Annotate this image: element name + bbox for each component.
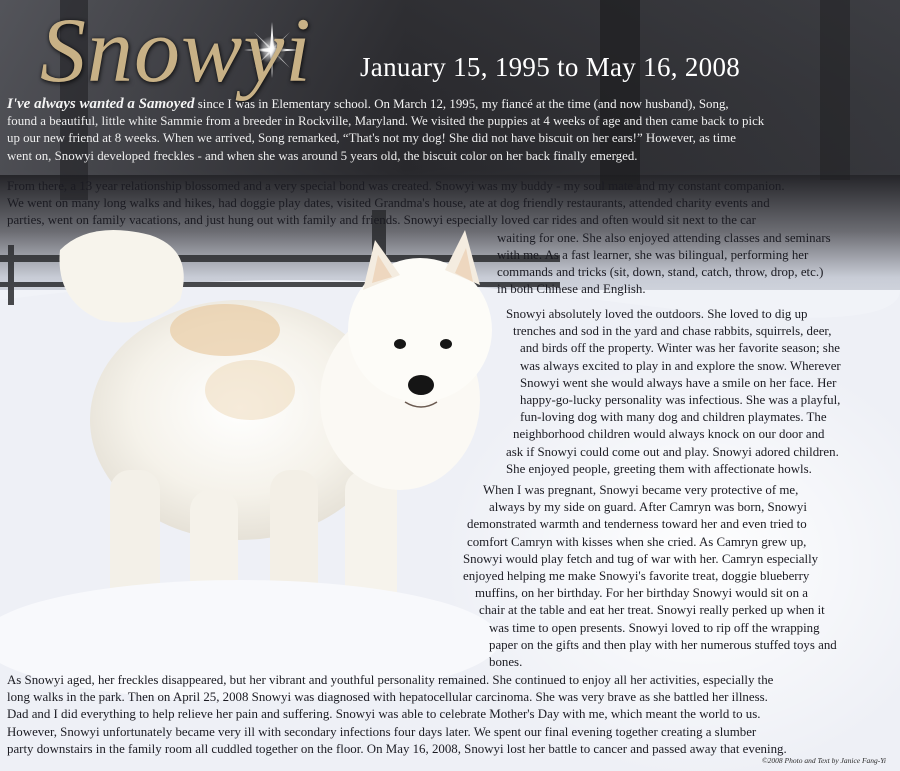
text-line: muffins, on her birthday. For her birthday Snowyi would sit on a <box>475 586 808 601</box>
life-dates: January 15, 1995 to May 16, 2008 <box>360 52 741 82</box>
text-line: trenches and sod in the yard and chase rabbits, squirrels, deer, <box>513 324 832 339</box>
text-line: Snowyi went she would always have a smile on her face. Her <box>520 375 837 390</box>
text-line: Snowyi would play fetch and tug of war with her. Camryn especially <box>463 551 819 566</box>
text-line: fun-loving dog with many dog and children playmates. The <box>520 410 827 425</box>
text-line: waiting for one. She also enjoyed attending classes and seminars <box>497 230 831 245</box>
lead-phrase: I've always wanted a Samoyed <box>7 96 195 112</box>
text-line: went on, Snowyi developed freckles - and when she was around 5 years old, the biscuit color on her back finally emerged. <box>7 148 638 163</box>
text-line: Dad and I did everything to help relieve her pain and suffering. Snowyi was able to celebrate Mother's Day with me, which meant the world to us. <box>7 707 761 722</box>
text-line: was time to open presents. Snowyi loved to rip off the wrapping <box>489 620 820 635</box>
text-line: and birds off the property. Winter was her favorite season; she <box>520 341 840 356</box>
photo-credit: ©2008 Photo and Text by Janice Fang-Yi <box>761 756 886 765</box>
text-line: in both Chinese and English. <box>497 282 646 297</box>
text-line: However, Snowyi unfortunately became very ill with secondary infections four days later. We spent our final evening together creating a slumber <box>7 724 757 739</box>
page-title: Snowyi <box>40 0 312 101</box>
text-line: happy-go-lucky personality was infectious. She was a playful, <box>520 393 841 408</box>
text-line: As Snowyi aged, her freckles disappeared, but her vibrant and youthful personality remained. She continued to enjoy all her activities, especially the <box>7 673 774 687</box>
paragraph-intro <box>7 96 897 165</box>
text-line: with me. As a fast learner, she was bilingual, performing her <box>497 247 809 262</box>
text-line: chair at the table and eat her treat. Snowyi really perked up when it <box>479 603 825 618</box>
paragraph-camryn <box>463 482 853 671</box>
text-line: always by my side on guard. After Camryn was born, Snowyi <box>489 500 807 515</box>
text-line: party downstairs in the family room all cuddled together on the floor. On May 16, 2008, Snowyi lost her battle to cancer and passed away that evening. <box>7 741 787 756</box>
text-line: demonstrated warmth and tenderness toward her and even tried to <box>467 517 807 532</box>
text-line: up our new friend at 8 weeks. When we arrived, Song remarked, “That's not my dog! She did not have biscuit on her ears!” However, as time <box>7 131 736 146</box>
text-line: enjoyed helping me make Snowyi's favorite treat, doggie blueberry <box>463 569 810 584</box>
text-line: comfort Camryn with kisses when she cried. As Camryn grew up, <box>467 534 807 549</box>
text-line: ask if Snowyi could come out and play. Snowyi adored children. <box>506 444 839 459</box>
text-line: paper on the gifts and then play with her numerous stuffed toys and <box>489 637 837 652</box>
text-line: I've always wanted a Samoyed since I was in Elementary school. On March 12, 1995, my fiancé at the time (and now husband), Song, <box>7 96 729 112</box>
text-line: parties, went on family vacations, and just hung out with family and friends. Snowyi especially loved car rides and often would sit next to the car <box>7 213 756 228</box>
text-line: Snowyi absolutely loved the outdoors. She loved to dig up <box>506 307 808 321</box>
text-line: was always excited to play in and explore the snow. Wherever <box>520 358 841 373</box>
text-line: When I was pregnant, Snowyi became very protective of me, <box>483 483 799 497</box>
text-line: commands and tricks (sit, down, stand, catch, throw, drop, etc.) <box>497 265 824 280</box>
paragraph-illness <box>7 672 897 758</box>
text-line: From there, a 13 year relationship blossomed and a very special bond was created. Snowyi was my buddy - my soul mate and my constant companion. <box>7 179 785 193</box>
text-line: found a beautiful, little white Sammie from a breeder in Rockville, Maryland. We visited the puppies at 4 weeks of age and then came back to pick <box>7 114 765 129</box>
text-line: bones. <box>489 655 523 670</box>
text-line: long walks in the park. Then on April 25, 2008 Snowyi was diagnosed with hepatocellular carcinoma. She was very brave as she battled her illness. <box>7 690 768 705</box>
text-line: neighborhood children would always knock on our door and <box>513 427 825 442</box>
paragraph-outdoors <box>506 306 886 478</box>
text-line: She enjoyed people, greeting them with affectionate howls. <box>506 461 812 476</box>
text-line: We went on many long walks and hikes, had doggie play dates, visited Grandma's house, ate at dog friendly restaurants, attended charity events and <box>7 196 770 211</box>
paragraph-relationship <box>7 178 897 298</box>
